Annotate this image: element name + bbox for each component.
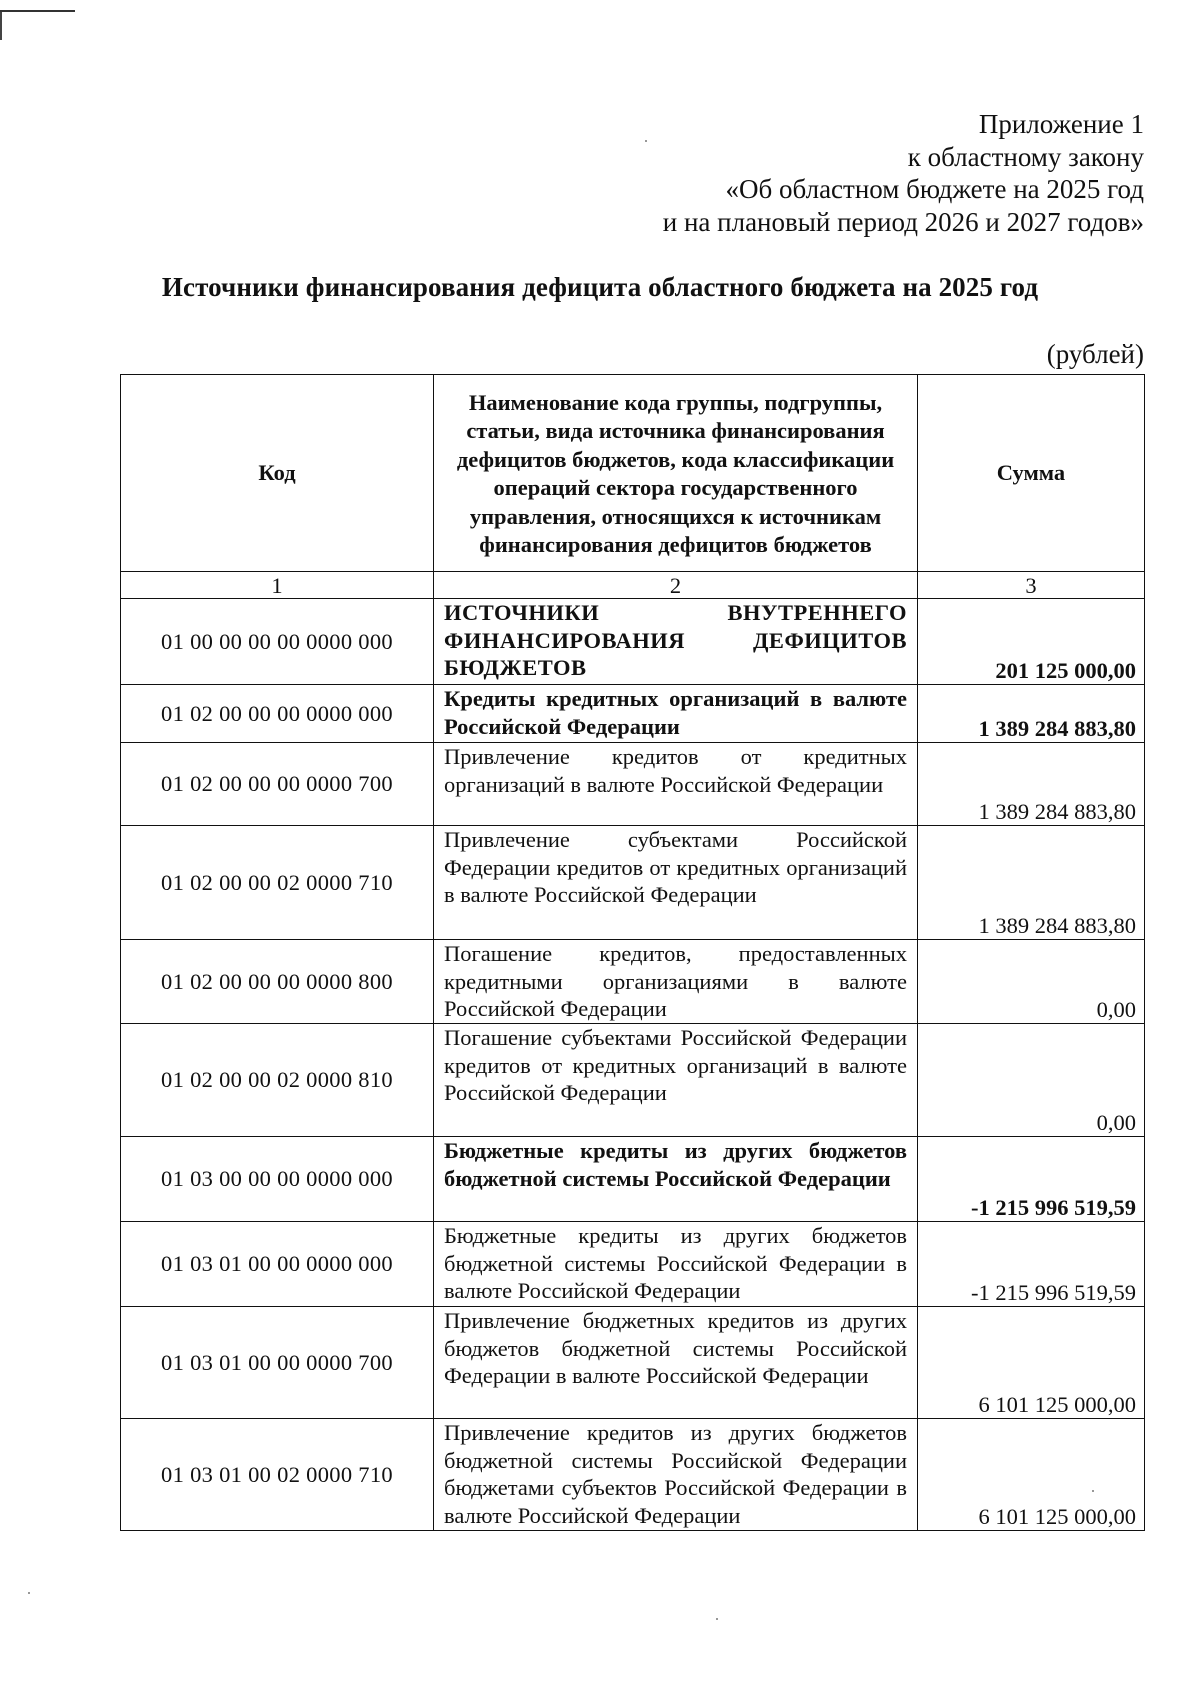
page-title: Источники финансирования дефицита областного бюджета на 2025 год (161, 272, 1039, 302)
table-header-row (121, 375, 1145, 572)
row-code: 01 03 01 00 00 0000 000 (121, 1222, 434, 1307)
scan-edge-mark-vertical (0, 12, 2, 40)
row-sum: 6 101 125 000,00 (918, 1307, 1145, 1419)
column-number-row (121, 572, 1145, 599)
row-sum: -1 215 996 519,59 (918, 1137, 1145, 1222)
scan-edge-mark (0, 10, 75, 12)
row-sum: 0,00 (918, 1024, 1145, 1137)
row-name: Привлечение бюджетных кредитов из других бюджетов бюджетной системы Российской Федерации в валюте Российской Федерации (434, 1307, 918, 1419)
row-code: 01 02 00 00 02 0000 810 (121, 1024, 434, 1137)
column-number-1: 1 (121, 572, 434, 599)
row-sum: -1 215 996 519,59 (918, 1222, 1145, 1307)
table-row (121, 1222, 1145, 1307)
table-row (121, 1137, 1145, 1222)
row-name: Привлечение кредитов из других бюджетов бюджетной системы Российской Федерации бюджетами субъектов Российской Федерации в валюте Российской Федерации (434, 1419, 918, 1531)
scan-speck (645, 140, 647, 142)
table-row (121, 1419, 1145, 1531)
table-row (121, 685, 1145, 743)
row-code: 01 02 00 00 00 0000 700 (121, 743, 434, 826)
appendix-line-3: «Об областном бюджете на 2025 год (725, 174, 1144, 204)
table-row (121, 743, 1145, 826)
row-name: Привлечение субъектами Российской Федерации кредитов от кредитных организаций в валюте Российской Федерации (434, 826, 918, 940)
row-sum: 1 389 284 883,80 (918, 685, 1145, 743)
row-name: Погашение субъектами Российской Федерации кредитов от кредитных организаций в валюте Российской Федерации (434, 1024, 918, 1137)
header-sum: Сумма (918, 375, 1145, 572)
row-sum: 0,00 (918, 940, 1145, 1024)
row-name: Погашение кредитов, предоставленных кредитными организациями в валюте Российской Федерации (434, 940, 918, 1024)
row-sum: 1 389 284 883,80 (918, 826, 1145, 940)
scan-speck (1092, 1490, 1094, 1492)
row-code: 01 00 00 00 00 0000 000 (121, 599, 434, 685)
row-sum: 1 389 284 883,80 (918, 743, 1145, 826)
units-label: (рублей) (1046, 339, 1144, 369)
appendix-header (544, 108, 1144, 238)
row-sum: 6 101 125 000,00 (918, 1419, 1145, 1531)
scan-speck (716, 1618, 718, 1620)
row-code: 01 02 00 00 00 0000 000 (121, 685, 434, 743)
appendix-line-4: и на плановый период 2026 и 2027 годов» (662, 206, 1144, 237)
header-code: Код (121, 375, 434, 572)
row-code: 01 03 00 00 00 0000 000 (121, 1137, 434, 1222)
row-code: 01 02 00 00 00 0000 800 (121, 940, 434, 1024)
scan-speck (28, 1592, 30, 1594)
table-row (121, 599, 1145, 685)
row-name: Бюджетные кредиты из других бюджетов бюджетной системы Российской Федерации (434, 1137, 918, 1222)
table-row (121, 1307, 1145, 1419)
row-code: 01 03 01 00 02 0000 710 (121, 1419, 434, 1531)
row-sum: 201 125 000,00 (918, 599, 1145, 685)
appendix-line-1: Приложение 1 (978, 109, 1144, 139)
row-name: Кредиты кредитных организаций в валюте Российской Федерации (434, 685, 918, 743)
appendix-line-2: к областному закону (907, 141, 1144, 172)
row-code: 01 02 00 00 02 0000 710 (121, 826, 434, 940)
row-name: ИСТОЧНИКИ ВНУТРЕННЕГО ФИНАНСИРОВАНИЯ ДЕФИЦИТОВ БЮДЖЕТОВ (434, 599, 918, 685)
column-number-2: 2 (434, 572, 918, 599)
financing-sources-table (120, 374, 1145, 1531)
table-row (121, 940, 1145, 1024)
row-name: Бюджетные кредиты из других бюджетов бюджетной системы Российской Федерации в валюте Российской Федерации (434, 1222, 918, 1307)
header-name: Наименование кода группы, подгруппы, статьи, вида источника финансирования дефицитов бюджетов, кода классификации операций сектора государственного управления, относящихся к источникам финансирования дефицитов бюджетов (434, 375, 918, 572)
table-row (121, 1024, 1145, 1137)
table-row (121, 826, 1145, 940)
column-number-3: 3 (918, 572, 1145, 599)
row-code: 01 03 01 00 00 0000 700 (121, 1307, 434, 1419)
row-name: Привлечение кредитов от кредитных организаций в валюте Российской Федерации (434, 743, 918, 826)
